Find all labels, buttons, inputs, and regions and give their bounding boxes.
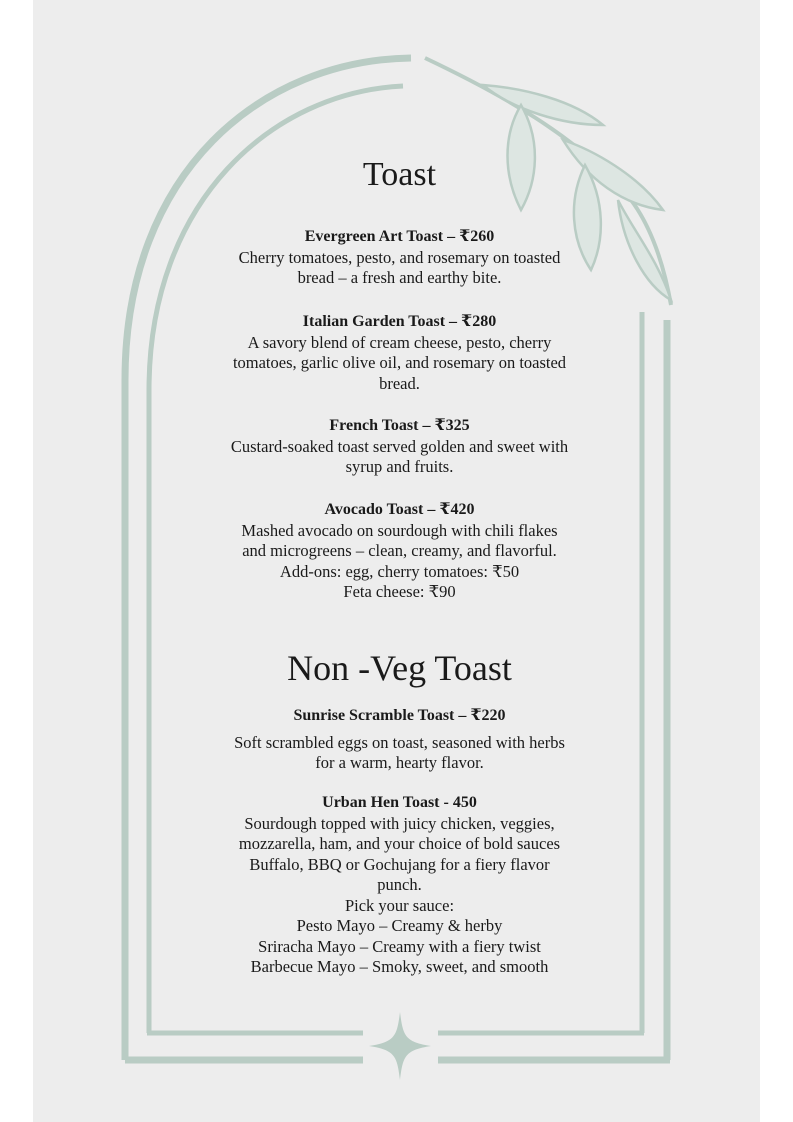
item-description: bread – a fresh and earthy bite.	[297, 268, 502, 287]
item-description: Pesto Mayo – Creamy & herby	[296, 916, 503, 935]
menu-item	[33, 416, 760, 478]
item-description: Cherry tomatoes, pesto, and rosemary on toasted	[238, 247, 561, 267]
item-description: mozzarella, ham, and your choice of bold sauces	[238, 834, 561, 853]
item-description: tomatoes, garlic olive oil, and rosemary on toasted	[232, 353, 567, 372]
item-description: Mashed avocado on sourdough with chili flakes	[241, 520, 558, 540]
menu-item	[33, 706, 760, 774]
menu-item	[33, 500, 760, 603]
menu-item	[33, 312, 760, 394]
item-description: for a warm, hearty flavor.	[315, 753, 484, 772]
item-description: Sourdough topped with juicy chicken, veggies,	[244, 813, 555, 833]
item-description: A savory blend of cream cheese, pesto, cherry	[247, 332, 552, 352]
menu-item	[33, 793, 760, 978]
item-description: syrup and fruits.	[345, 457, 454, 476]
item-description: Sriracha Mayo – Creamy with a fiery twist	[258, 936, 541, 956]
item-description: and microgreens – clean, creamy, and flavorful.	[242, 541, 557, 560]
item-name: Sunrise Scramble Toast – ₹220	[293, 707, 506, 724]
item-description: Custard-soaked toast served golden and sweet with	[230, 436, 569, 456]
item-description: Add-ons: egg, cherry tomatoes: ₹50	[279, 561, 520, 581]
item-name: French Toast – ₹325	[329, 417, 470, 434]
item-description: Barbecue Mayo – Smoky, sweet, and smooth	[250, 957, 549, 976]
item-name: Evergreen Art Toast – ₹260	[304, 228, 495, 245]
section-title-non-veg-toast: Non -Veg Toast	[287, 648, 512, 688]
item-description: Pick your sauce:	[344, 895, 455, 915]
item-description: Soft scrambled eggs on toast, seasoned with herbs	[234, 732, 565, 752]
item-description: bread.	[379, 373, 420, 393]
menu-item	[33, 227, 760, 289]
menu-page	[33, 0, 760, 1122]
item-name: Avocado Toast – ₹420	[324, 501, 475, 518]
item-description: Buffalo, BBQ or Gochujang for a fiery flavor	[249, 854, 550, 874]
section-title-toast: Toast	[362, 156, 437, 193]
item-name: Italian Garden Toast – ₹280	[302, 313, 497, 330]
item-description: Feta cheese: ₹90	[343, 582, 456, 601]
item-description: punch.	[377, 875, 422, 894]
item-name: Urban Hen Toast - 450	[322, 794, 477, 811]
menu-content	[33, 0, 760, 1122]
